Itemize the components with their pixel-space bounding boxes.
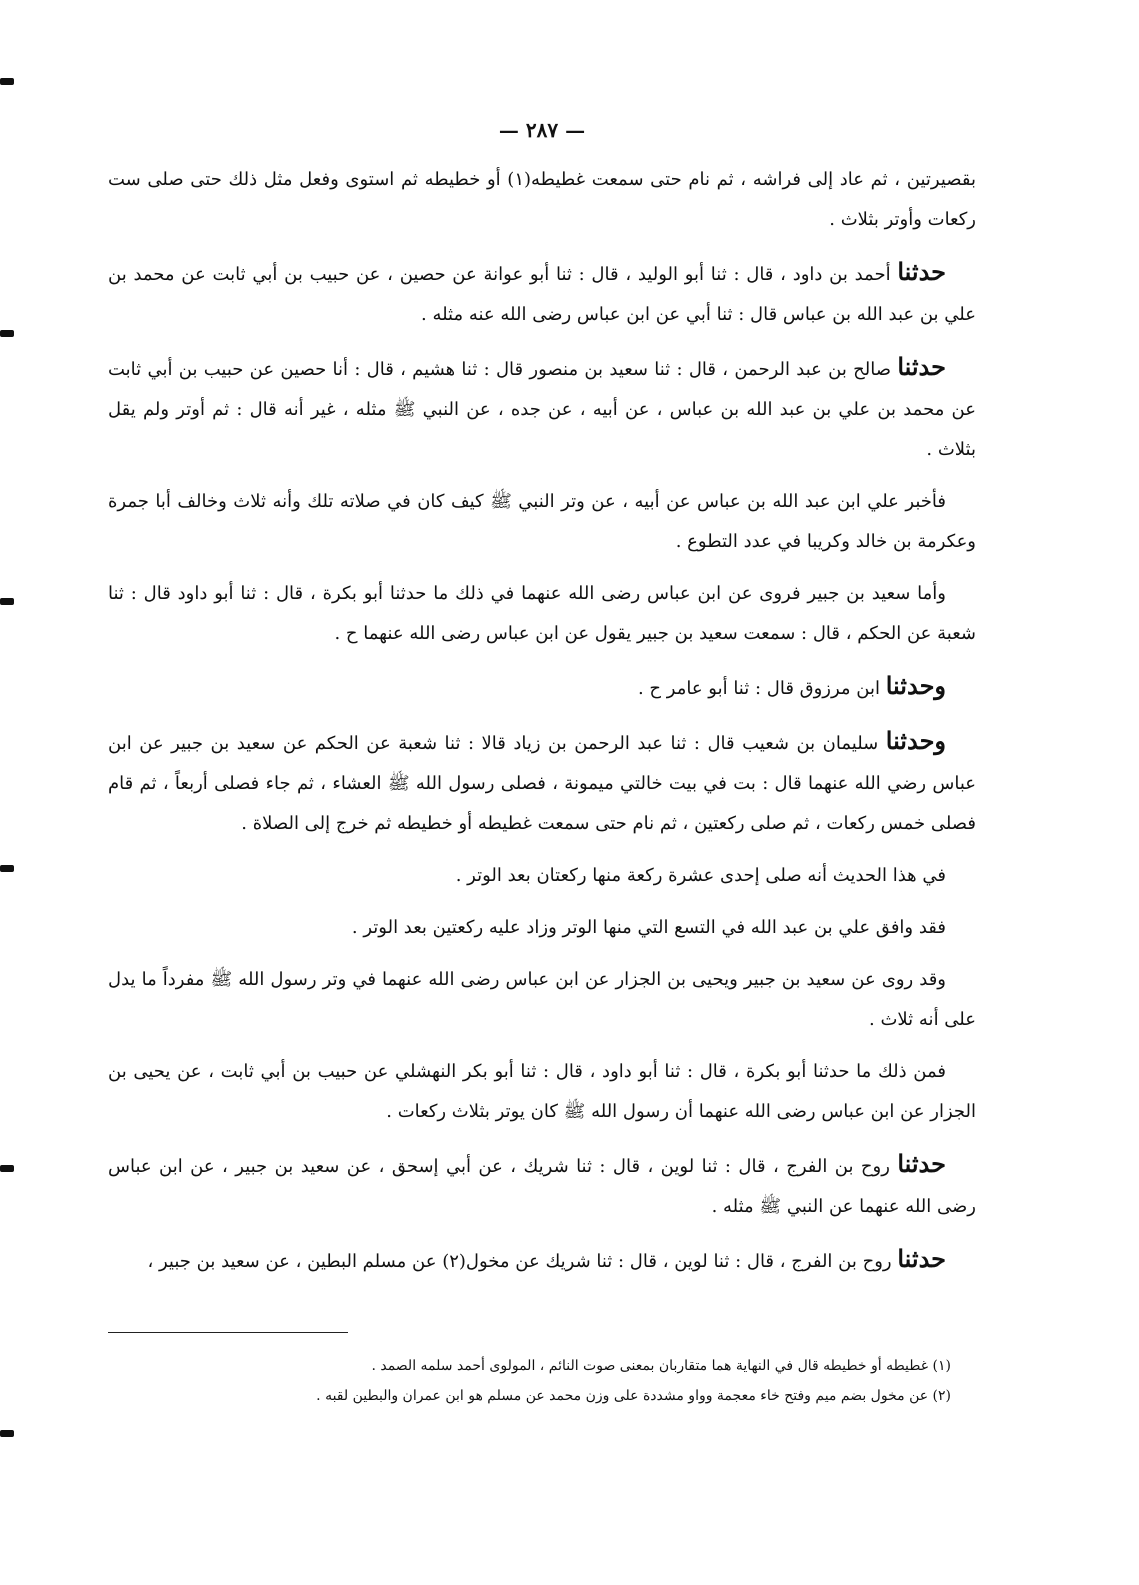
paragraph bbox=[108, 252, 976, 335]
paragraph-text: صالح بن عبد الرحمن ، قال : ثنا سعيد بن منصور قال : ثنا هشيم ، قال : أنا حصين عن حبيب بن أبي ثابت عن محمد بن علي بن عبد الله بن عباس ، عن أبيه ، عن جده ، عن النبي ﷺ مثله ، غير أنه قال : ثم أوتر ولم يقل بثلاث . bbox=[108, 359, 976, 460]
paragraph bbox=[108, 666, 976, 709]
paragraph-text: وأما سعيد بن جبير فروى عن ابن عباس رضى الله عنهما في ذلك ما حدثنا أبو بكرة ، قال : ثنا أبو داود قال : ثنا شعبة عن الحكم ، قال : سمعت سعيد بن جبير يقول عن ابن عباس رضى الله عنهما ح . bbox=[108, 583, 976, 644]
paragraph bbox=[108, 160, 976, 240]
paragraph bbox=[108, 347, 976, 470]
body-text bbox=[108, 160, 976, 1282]
footnote-divider bbox=[108, 1332, 348, 1333]
edge-mark bbox=[0, 1165, 14, 1172]
hadith-heading: حدثنا bbox=[897, 257, 946, 286]
footnote-rule-wrap bbox=[108, 1294, 976, 1351]
paragraph-text: فقد وافق علي بن عبد الله في التسع التي منها الوتر وزاد عليه ركعتين بعد الوتر . bbox=[351, 917, 946, 938]
hadith-heading: حدثنا bbox=[897, 1244, 946, 1273]
paragraph-text: بقصيرتين ، ثم عاد إلى فراشه ، ثم نام حتى سمعت غطيطه(١) أو خطيطه ثم استوى وفعل مثل ذلك حتى صلى ست ركعات وأوتر بثلاث . bbox=[108, 169, 976, 230]
hadith-heading: وحدثنا bbox=[885, 726, 947, 755]
paragraph bbox=[108, 1052, 976, 1132]
paragraph-text: ابن مرزوق قال : ثنا أبو عامر ح . bbox=[637, 678, 880, 699]
paragraph bbox=[108, 721, 976, 844]
paragraph-text: فمن ذلك ما حدثنا أبو بكرة ، قال : ثنا أبو داود ، قال : ثنا أبو بكر النهشلي عن حبيب بن أبي ثابت ، عن يحيى بن الجزار عن ابن عباس رضى الله عنهما أن رسول الله ﷺ كان يوتر بثلاث ركعات . bbox=[108, 1061, 976, 1122]
paragraph-text: وقد روى عن سعيد بن جبير ويحيى بن الجزار عن ابن عباس رضى الله عنهما في وتر رسول الله ﷺ مفرداً ما يدل على أنه ثلاث . bbox=[108, 969, 976, 1030]
paragraph bbox=[108, 908, 976, 948]
paragraph bbox=[108, 574, 976, 654]
paragraph bbox=[108, 1144, 976, 1227]
edge-mark bbox=[0, 865, 14, 872]
paragraph bbox=[108, 960, 976, 1040]
footnote: (١) غطيطه أو خطيطه قال في النهاية هما متقاربان بمعنى صوت النائم ، المولوى أحمد سلمه الصمد . bbox=[371, 1358, 951, 1374]
document-page bbox=[108, 118, 976, 1411]
page-number: — ٢٨٧ — bbox=[498, 118, 586, 142]
footnote: (٢) عن مخول بضم ميم وفتح خاء معجمة وواو مشددة على وزن محمد عن مسلم هو ابن عمران والبطين لقبه . bbox=[316, 1388, 951, 1404]
hadith-heading: حدثنا bbox=[897, 1149, 946, 1178]
paragraph-text: سليمان بن شعيب قال : ثنا عبد الرحمن بن زياد قالا : ثنا شعبة عن الحكم عن سعيد بن جبير عن ابن عباس رضي الله عنهما قال : بت في بيت خالتي ميمونة ، فصلى رسول الله ﷺ العشاء ، ثم جاء فصلى أربعاً ، ثم قام فصلى خمس ركعات ، ثم صلى ركعتين ، ثم نام حتى سمعت غطيطه أو خطيطه ثم خرج إلى الصلاة . bbox=[108, 733, 976, 834]
edge-mark bbox=[0, 598, 14, 605]
hadith-heading: وحدثنا bbox=[885, 671, 946, 700]
paragraph bbox=[108, 482, 976, 562]
paragraph-text: فأخبر علي ابن عبد الله بن عباس عن أبيه ، عن وتر النبي ﷺ كيف كان في صلاته تلك وأنه ثلاث وخالف أبا جمرة وعكرمة بن خالد وكريبا في عدد التطوع . bbox=[108, 491, 976, 552]
paragraph-text: في هذا الحديث أنه صلى إحدى عشرة ركعة منها ركعتان بعد الوتر . bbox=[455, 865, 946, 886]
hadith-heading: حدثنا bbox=[897, 352, 946, 381]
edge-mark bbox=[0, 78, 14, 85]
edge-mark bbox=[0, 330, 14, 337]
paragraph bbox=[108, 1239, 976, 1282]
edge-mark bbox=[0, 1430, 14, 1437]
paragraph-text: روح بن الفرج ، قال : ثنا لوين ، قال : ثنا شريك ، عن أبي إسحق ، عن سعيد بن جبير ، عن ابن عباس رضى الله عنهما عن النبي ﷺ مثله . bbox=[108, 1156, 976, 1217]
paragraph-text: روح بن الفرج ، قال : ثنا لوين ، قال : ثنا شريك عن مخول(٢) عن مسلم البطين ، عن سعيد بن جبير ، bbox=[147, 1251, 892, 1272]
paragraph-text: أحمد بن داود ، قال : ثنا أبو الوليد ، قال : ثنا أبو عوانة عن حصين ، عن حبيب بن أبي ثابت عن محمد بن علي بن عبد الله بن عباس قال : ثنا أبي عن ابن عباس رضى الله عنه مثله . bbox=[108, 264, 976, 325]
paragraph bbox=[108, 856, 976, 896]
